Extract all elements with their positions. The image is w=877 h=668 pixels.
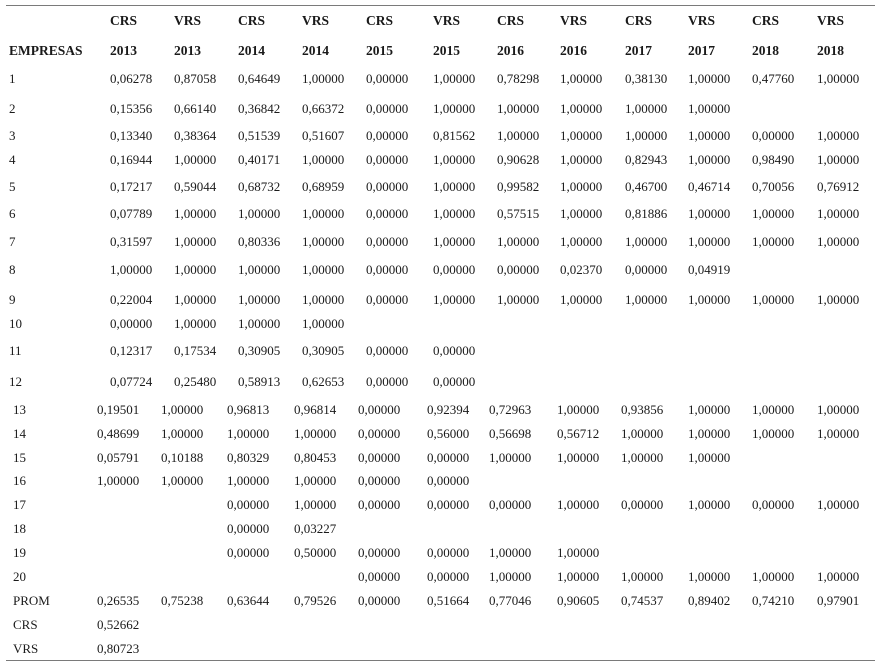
table-cell: 1,00000 <box>752 426 795 441</box>
table-cell: 0,00000 <box>433 374 476 389</box>
table-cell: 0,16944 <box>110 152 153 167</box>
table-cell: 0,00000 <box>427 450 470 465</box>
table-cell: 0,26535 <box>97 593 140 608</box>
table-cell: 1,00000 <box>433 179 476 194</box>
table-cell: 1,00000 <box>238 316 281 331</box>
row-label: PROM <box>13 593 50 608</box>
table-cell: 1,00000 <box>752 234 795 249</box>
table-cell: 1,00000 <box>433 292 476 307</box>
table-cell: 0,78298 <box>497 71 540 86</box>
table-cell: 1,00000 <box>560 152 603 167</box>
row-label: 16 <box>13 473 26 488</box>
table-cell: 0,00000 <box>227 545 270 560</box>
header-year-2014: 2014 <box>302 43 329 58</box>
table-cell: 1,00000 <box>497 101 540 116</box>
table-cell: 0,00000 <box>358 497 401 512</box>
table-cell: 1,00000 <box>227 426 270 441</box>
table-bottom-rule <box>6 660 875 661</box>
table-cell: 0,00000 <box>358 402 401 417</box>
table-cell: 1,00000 <box>688 206 731 221</box>
header-year-2018: 2018 <box>752 43 779 58</box>
header-year-2013: 2013 <box>174 43 201 58</box>
table-cell: 0,13340 <box>110 128 153 143</box>
table-cell: 0,77046 <box>489 593 532 608</box>
table-cell: 0,47760 <box>752 71 795 86</box>
table-cell: 1,00000 <box>302 234 345 249</box>
table-cell: 0,36842 <box>238 101 281 116</box>
table-cell: 1,00000 <box>560 234 603 249</box>
table-cell: 1,00000 <box>97 473 140 488</box>
table-cell: 1,00000 <box>752 206 795 221</box>
table-cell: 1,00000 <box>238 292 281 307</box>
row-label: 6 <box>9 206 16 221</box>
table-cell: 1,00000 <box>302 262 345 277</box>
table-cell: 0,17534 <box>174 343 217 358</box>
table-cell: 0,00000 <box>625 262 668 277</box>
table-cell: 1,00000 <box>560 101 603 116</box>
table-cell: 1,00000 <box>497 292 540 307</box>
table-cell: 0,07789 <box>110 206 153 221</box>
table-cell: 0,00000 <box>366 374 409 389</box>
table-cell: 0,03227 <box>294 521 337 536</box>
header-method-vrs-2018: VRS <box>817 13 845 28</box>
table-cell: 1,00000 <box>557 402 600 417</box>
table-cell: 1,00000 <box>688 450 731 465</box>
table-cell: 0,30905 <box>302 343 345 358</box>
table-cell: 0,00000 <box>427 497 470 512</box>
table-cell: 1,00000 <box>294 497 337 512</box>
table-cell: 1,00000 <box>557 569 600 584</box>
table-cell: 0,07724 <box>110 374 153 389</box>
table-cell: 1,00000 <box>688 569 731 584</box>
table-cell: 0,64649 <box>238 71 281 86</box>
table-cell: 1,00000 <box>302 316 345 331</box>
table-cell: 1,00000 <box>621 426 664 441</box>
table-cell: 1,00000 <box>294 473 337 488</box>
table-cell: 0,59044 <box>174 179 217 194</box>
table-cell: 0,66372 <box>302 101 345 116</box>
table-cell: 1,00000 <box>560 292 603 307</box>
table-cell: 0,81886 <box>625 206 668 221</box>
table-cell: 0,74537 <box>621 593 664 608</box>
table-cell: 1,00000 <box>625 128 668 143</box>
table-cell: 0,62653 <box>302 374 345 389</box>
table-cell: 1,00000 <box>817 71 860 86</box>
table-cell: 0,92394 <box>427 402 470 417</box>
table-cell: 0,46700 <box>625 179 668 194</box>
table-cell: 0,76912 <box>817 179 860 194</box>
table-cell: 1,00000 <box>227 473 270 488</box>
table-cell: 0,00000 <box>433 343 476 358</box>
table-cell: 0,79526 <box>294 593 337 608</box>
table-cell: 0,80723 <box>97 641 140 656</box>
table-cell: 0,06278 <box>110 71 153 86</box>
table-cell: 0,72963 <box>489 402 532 417</box>
table-cell: 1,00000 <box>557 450 600 465</box>
table-cell: 1,00000 <box>161 402 204 417</box>
table-cell: 1,00000 <box>557 545 600 560</box>
row-label: 13 <box>13 402 26 417</box>
table-cell: 0,15356 <box>110 101 153 116</box>
table-cell: 1,00000 <box>489 569 532 584</box>
header-method-crs-2017: CRS <box>625 13 653 28</box>
table-cell: 0,00000 <box>110 316 153 331</box>
row-label: CRS <box>13 617 38 632</box>
table-cell: 0,90628 <box>497 152 540 167</box>
empresas-header-label: EMPRESAS <box>9 43 83 58</box>
table-cell: 0,00000 <box>227 521 270 536</box>
table-cell: 0,40171 <box>238 152 281 167</box>
table-cell: 0,80329 <box>227 450 270 465</box>
table-cell: 1,00000 <box>817 292 860 307</box>
table-cell: 1,00000 <box>625 292 668 307</box>
table-cell: 1,00000 <box>752 569 795 584</box>
table-cell: 1,00000 <box>688 402 731 417</box>
table-cell: 0,30905 <box>238 343 281 358</box>
table-cell: 0,52662 <box>97 617 140 632</box>
table-cell: 0,56698 <box>489 426 532 441</box>
table-cell: 0,00000 <box>366 101 409 116</box>
table-cell: 1,00000 <box>817 128 860 143</box>
table-cell: 0,00000 <box>366 128 409 143</box>
table-cell: 0,00000 <box>366 262 409 277</box>
table-top-rule <box>6 5 875 6</box>
table-cell: 0,00000 <box>227 497 270 512</box>
table-cell: 1,00000 <box>302 71 345 86</box>
table-cell: 0,56712 <box>557 426 600 441</box>
row-label: 20 <box>13 569 26 584</box>
row-label: 9 <box>9 292 16 307</box>
table-cell: 1,00000 <box>621 569 664 584</box>
table-cell: 0,22004 <box>110 292 153 307</box>
table-cell: 1,00000 <box>497 234 540 249</box>
header-year-2014: 2014 <box>238 43 265 58</box>
row-label: 1 <box>9 71 16 86</box>
table-cell: 0,90605 <box>557 593 600 608</box>
table-cell: 1,00000 <box>560 179 603 194</box>
table-cell: 1,00000 <box>161 426 204 441</box>
row-label: 11 <box>9 343 22 358</box>
table-cell: 0,38364 <box>174 128 217 143</box>
table-cell: 1,00000 <box>688 292 731 307</box>
table-cell: 1,00000 <box>688 128 731 143</box>
header-year-2017: 2017 <box>625 43 652 58</box>
row-label: 14 <box>13 426 26 441</box>
header-year-2016: 2016 <box>560 43 587 58</box>
table-cell: 0,00000 <box>366 71 409 86</box>
table-cell: 0,99582 <box>497 179 540 194</box>
table-cell: 1,00000 <box>688 497 731 512</box>
table-cell: 0,04919 <box>688 262 731 277</box>
table-cell: 1,00000 <box>560 128 603 143</box>
table-cell: 1,00000 <box>752 292 795 307</box>
table-cell: 0,80453 <box>294 450 337 465</box>
table-cell: 0,96813 <box>227 402 270 417</box>
table-cell: 0,46714 <box>688 179 731 194</box>
header-method-crs-2016: CRS <box>497 13 525 28</box>
table-cell: 1,00000 <box>688 234 731 249</box>
table-cell: 0,00000 <box>433 262 476 277</box>
table-cell: 0,93856 <box>621 402 664 417</box>
table-cell: 1,00000 <box>433 71 476 86</box>
table-cell: 0,63644 <box>227 593 270 608</box>
table-cell: 0,89402 <box>688 593 731 608</box>
table-cell: 1,00000 <box>238 206 281 221</box>
table-cell: 1,00000 <box>489 450 532 465</box>
table-cell: 0,17217 <box>110 179 153 194</box>
row-label: 10 <box>9 316 22 331</box>
table-cell: 1,00000 <box>688 101 731 116</box>
table-cell: 0,57515 <box>497 206 540 221</box>
row-label: 5 <box>9 179 16 194</box>
header-year-2018: 2018 <box>817 43 844 58</box>
table-cell: 1,00000 <box>110 262 153 277</box>
table-cell: 1,00000 <box>560 206 603 221</box>
table-cell: 1,00000 <box>174 316 217 331</box>
table-cell: 0,00000 <box>366 343 409 358</box>
row-label: 15 <box>13 450 26 465</box>
table-cell: 0,56000 <box>427 426 470 441</box>
table-cell: 0,80336 <box>238 234 281 249</box>
table-cell: 0,00000 <box>621 497 664 512</box>
table-cell: 0,00000 <box>358 450 401 465</box>
table-cell: 0,00000 <box>366 152 409 167</box>
header-method-crs-2018: CRS <box>752 13 780 28</box>
table-cell: 0,02370 <box>560 262 603 277</box>
table-cell: 1,00000 <box>817 497 860 512</box>
table-cell: 0,19501 <box>97 402 140 417</box>
header-method-crs-2013: CRS <box>110 13 138 28</box>
table-cell: 0,00000 <box>358 569 401 584</box>
table-cell: 1,00000 <box>489 545 532 560</box>
header-method-vrs-2016: VRS <box>560 13 588 28</box>
table-cell: 0,68959 <box>302 179 345 194</box>
table-cell: 1,00000 <box>433 152 476 167</box>
table-cell: 1,00000 <box>688 152 731 167</box>
table-cell: 0,51664 <box>427 593 470 608</box>
table-cell: 1,00000 <box>433 234 476 249</box>
table-cell: 0,00000 <box>489 497 532 512</box>
table-cell: 1,00000 <box>817 426 860 441</box>
table-cell: 0,51539 <box>238 128 281 143</box>
row-label: 12 <box>9 374 22 389</box>
table-cell: 1,00000 <box>497 128 540 143</box>
header-method-vrs-2014: VRS <box>302 13 330 28</box>
header-method-crs-2014: CRS <box>238 13 266 28</box>
table-cell: 1,00000 <box>557 497 600 512</box>
table-cell: 0,66140 <box>174 101 217 116</box>
table-cell: 0,00000 <box>752 128 795 143</box>
table-cell: 1,00000 <box>238 262 281 277</box>
table-cell: 1,00000 <box>174 206 217 221</box>
table-cell: 1,00000 <box>560 71 603 86</box>
table-cell: 0,00000 <box>752 497 795 512</box>
table-cell: 0,12317 <box>110 343 153 358</box>
table-cell: 0,00000 <box>366 234 409 249</box>
table-cell: 0,05791 <box>97 450 140 465</box>
table-cell: 0,98490 <box>752 152 795 167</box>
header-year-2015: 2015 <box>433 43 460 58</box>
header-year-2013: 2013 <box>110 43 137 58</box>
table-cell: 0,96814 <box>294 402 337 417</box>
table-cell: 0,82943 <box>625 152 668 167</box>
header-year-2017: 2017 <box>688 43 715 58</box>
header-method-vrs-2013: VRS <box>174 13 202 28</box>
table-cell: 0,00000 <box>358 545 401 560</box>
header-year-2015: 2015 <box>366 43 393 58</box>
table-cell: 1,00000 <box>302 152 345 167</box>
table-cell: 0,74210 <box>752 593 795 608</box>
table-cell: 0,58913 <box>238 374 281 389</box>
table-cell: 1,00000 <box>433 101 476 116</box>
header-method-vrs-2017: VRS <box>688 13 716 28</box>
table-cell: 1,00000 <box>817 402 860 417</box>
table-cell: 0,87058 <box>174 71 217 86</box>
table-cell: 1,00000 <box>621 450 664 465</box>
table-cell: 0,00000 <box>366 179 409 194</box>
table-cell: 1,00000 <box>625 234 668 249</box>
table-cell: 0,81562 <box>433 128 476 143</box>
table-cell: 1,00000 <box>688 71 731 86</box>
header-method-vrs-2015: VRS <box>433 13 461 28</box>
table-cell: 1,00000 <box>817 152 860 167</box>
table-cell: 1,00000 <box>433 206 476 221</box>
row-label: 8 <box>9 262 16 277</box>
table-cell: 0,38130 <box>625 71 668 86</box>
row-label: 3 <box>9 128 16 143</box>
table-cell: 0,50000 <box>294 545 337 560</box>
table-cell: 1,00000 <box>817 206 860 221</box>
table-cell: 1,00000 <box>688 426 731 441</box>
row-label: VRS <box>13 641 39 656</box>
table-cell: 1,00000 <box>625 101 668 116</box>
table-cell: 1,00000 <box>294 426 337 441</box>
row-label: 7 <box>9 234 16 249</box>
table-cell: 0,75238 <box>161 593 204 608</box>
table-cell: 0,00000 <box>358 473 401 488</box>
table-cell: 1,00000 <box>174 292 217 307</box>
table-cell: 1,00000 <box>302 206 345 221</box>
table-cell: 0,00000 <box>358 593 401 608</box>
table-cell: 0,00000 <box>366 206 409 221</box>
header-method-crs-2015: CRS <box>366 13 394 28</box>
table-cell: 1,00000 <box>174 152 217 167</box>
table-cell: 0,25480 <box>174 374 217 389</box>
table-cell: 0,10188 <box>161 450 204 465</box>
table-cell: 0,31597 <box>110 234 153 249</box>
table-cell: 0,70056 <box>752 179 795 194</box>
row-label: 2 <box>9 101 16 116</box>
table-cell: 0,48699 <box>97 426 140 441</box>
row-label: 19 <box>13 545 26 560</box>
table-cell: 1,00000 <box>752 402 795 417</box>
row-label: 17 <box>13 497 26 512</box>
table-cell: 1,00000 <box>174 262 217 277</box>
table-cell: 1,00000 <box>817 234 860 249</box>
row-label: 4 <box>9 152 16 167</box>
header-year-2016: 2016 <box>497 43 524 58</box>
table-cell: 0,97901 <box>817 593 860 608</box>
row-label: 18 <box>13 521 26 536</box>
table-cell: 1,00000 <box>161 473 204 488</box>
table-cell: 0,00000 <box>427 473 470 488</box>
table-cell: 0,68732 <box>238 179 281 194</box>
table-cell: 0,00000 <box>427 569 470 584</box>
table-cell: 1,00000 <box>174 234 217 249</box>
table-cell: 1,00000 <box>302 292 345 307</box>
table-cell: 1,00000 <box>817 569 860 584</box>
table-cell: 0,51607 <box>302 128 345 143</box>
table-cell: 0,00000 <box>497 262 540 277</box>
table-cell: 0,00000 <box>427 545 470 560</box>
table-cell: 0,00000 <box>366 292 409 307</box>
table-cell: 0,00000 <box>358 426 401 441</box>
